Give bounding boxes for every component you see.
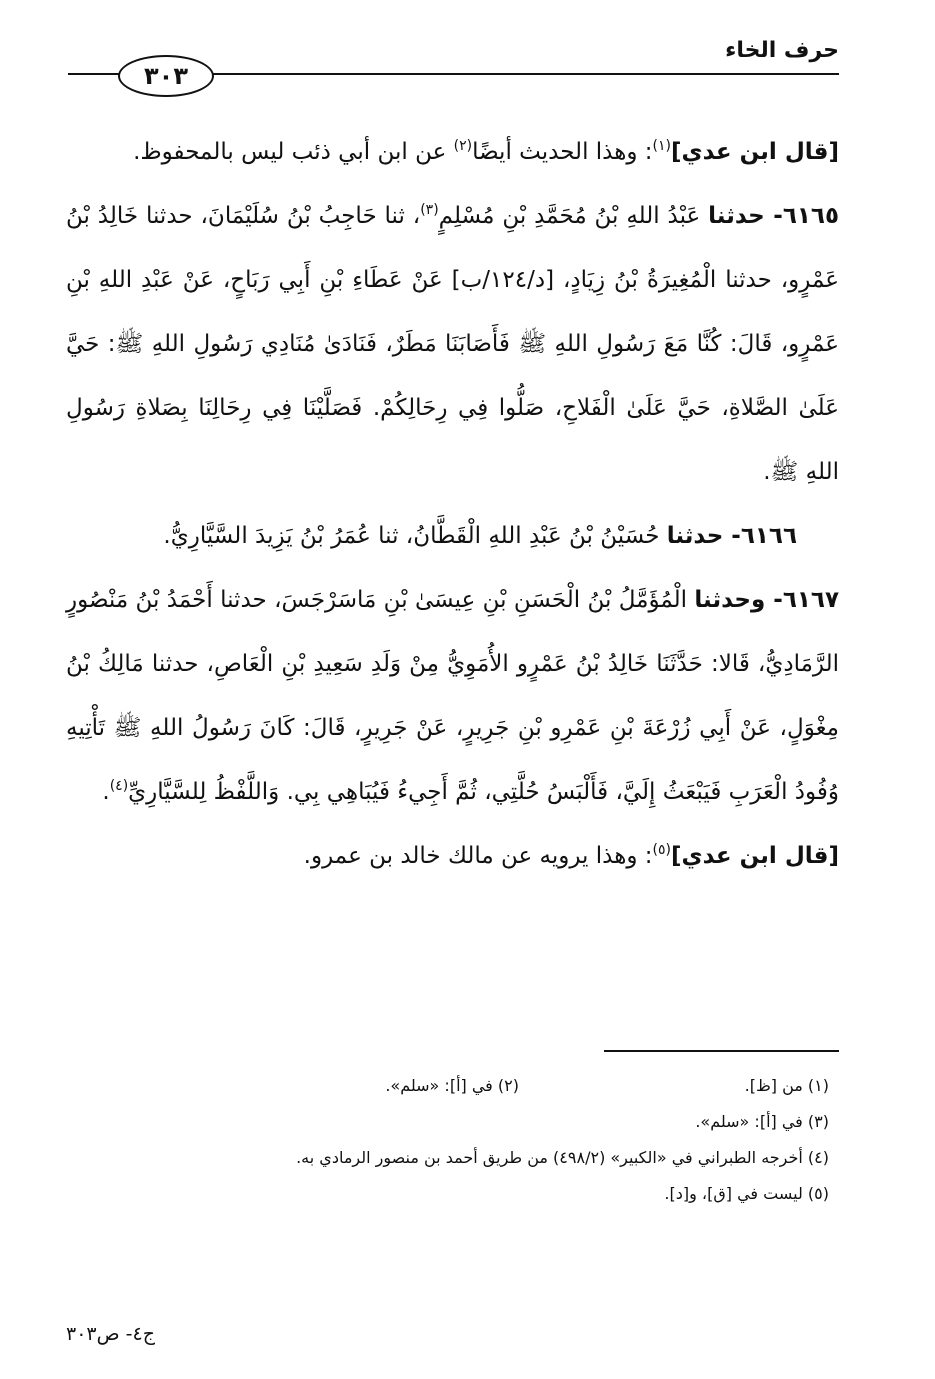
footnote-5: (٥) ليست في [ق]، و[د].	[664, 1184, 829, 1203]
hadith-lead: حدثنا	[708, 203, 765, 229]
footnote-ref-3: (٣)	[420, 202, 439, 218]
page-number-oval	[118, 55, 214, 97]
page-number: ٣٠٣	[144, 62, 188, 90]
hadith-number: ٦١٦٥-	[764, 203, 839, 229]
hadith-6167	[66, 568, 839, 824]
hadith-lead: حدثنا	[666, 523, 724, 549]
footnote-3: (٣) في [أ]: «سلم».	[695, 1112, 829, 1131]
paragraph-ibn-adi-1	[66, 120, 839, 184]
main-text	[66, 120, 839, 888]
footnotes	[120, 1068, 829, 1212]
hadith-text: عَبْدُ اللهِ بْنُ مُحَمَّدِ بْنِ مُسْلِمٍ	[438, 203, 709, 229]
footnote-ref-5: (٥)	[652, 842, 671, 858]
hadith-text: .	[102, 779, 110, 805]
hadith-lead: وحدثنا	[694, 587, 766, 613]
volume-page-signature: ج٤- ص٣٠٣	[66, 1323, 155, 1345]
hadith-text: ، ثنا حَاجِبُ بْنُ سُلَيْمَانَ، حدثنا خَالِدُ بْنُ عَمْرٍو، حدثنا الْمُغِيرَةُ بْنُ زِيَادٍ، [د/١٢٤/ب] عَنْ عَطَاءِ بْنِ أَبِي رَبَاحٍ، عَنْ عَبْدِ اللهِ بْنِ عَمْرٍو، قَالَ: كُنَّا مَعَ رَسُولِ اللهِ ﷺ فَأَصَابَنَا مَطَرٌ، فَنَادَىٰ مُنَادِي رَسُولِ اللهِ ﷺ: حَيَّ عَلَىٰ الصَّلاةِ، حَيَّ عَلَىٰ الْفَلاحِ، صَلُّوا فِي رِحَالِكُمْ. فَصَلَّيْنَا فِي رِحَالِنَا بِصَلاةِ رَسُولِ اللهِ ﷺ.	[66, 203, 839, 485]
footnote-2: (٢) في [أ]: «سلم».	[385, 1076, 519, 1095]
footnote-row	[120, 1140, 829, 1176]
footnote-ref-2: (٢)	[453, 138, 473, 154]
footnote-ref-4: (٤)	[109, 778, 129, 794]
hadith-number: ٦١٦٧-	[765, 587, 839, 613]
paragraph-text: : وهذا يرويه عن مالك خالد بن عمرو.	[303, 843, 653, 869]
footnote-ref-1: (١)	[652, 138, 671, 154]
running-title: حرف الخاء	[725, 38, 839, 63]
footnote-row	[120, 1068, 829, 1104]
footnote-separator	[604, 1050, 839, 1052]
hadith-text: حُسَيْنُ بْنُ عَبْدِ اللهِ الْقَطَّانُ، ثنا عُمَرُ بْنُ يَزِيدَ السَّيَّارِيُّ.	[163, 523, 667, 549]
ibn-adi-label: [قال ابن عدي]	[671, 139, 839, 165]
hadith-6165	[66, 184, 839, 504]
paragraph-text: : وهذا الحديث أيضًا	[472, 139, 653, 165]
paragraph-ibn-adi-2	[66, 824, 839, 888]
hadith-6166	[66, 504, 839, 568]
paragraph-text: عن ابن أبي ذئب ليس بالمحفوظ.	[133, 139, 454, 165]
ibn-adi-label: [قال ابن عدي]	[671, 843, 839, 869]
footnote-row	[120, 1176, 829, 1212]
footnote-row	[120, 1104, 829, 1140]
hadith-text: الْمُؤَمَّلُ بْنُ الْحَسَنِ بْنِ عِيسَىٰ بْنِ مَاسَرْجَسَ، حدثنا أَحْمَدُ بْنُ مَنْصُورٍ الرَّمَادِيُّ، قَالا: حَدَّثَنَا خَالِدُ بْنُ عَمْرٍو الأُمَوِيُّ مِنْ وَلَدِ سَعِيدِ بْنِ الْعَاصِ، حدثنا مَالِكُ بْنُ مِغْوَلٍ، عَنْ أَبِي زُرْعَةَ بْنِ عَمْرِو بْنِ جَرِيرٍ، عَنْ جَرِيرٍ، قَالَ: كَانَ رَسُولُ اللهِ ﷺ تَأْتِيهِ وُفُودُ الْعَرَبِ فَيَبْعَثُ إِلَيَّ، فَأَلْبَسُ حُلَّتِي، ثُمَّ أَجِيءُ فَيُبَاهِي بِي. وَاللَّفْظُ لِلسَّيَّارِيِّ	[66, 587, 839, 805]
footnote-1: (١) من [ظ].	[744, 1076, 829, 1095]
hadith-number: ٦١٦٦-	[723, 523, 797, 549]
footnote-4: (٤) أخرجه الطبراني في «الكبير» (٤٩٨/٢) من طريق أحمد بن منصور الرمادي به.	[296, 1148, 829, 1167]
